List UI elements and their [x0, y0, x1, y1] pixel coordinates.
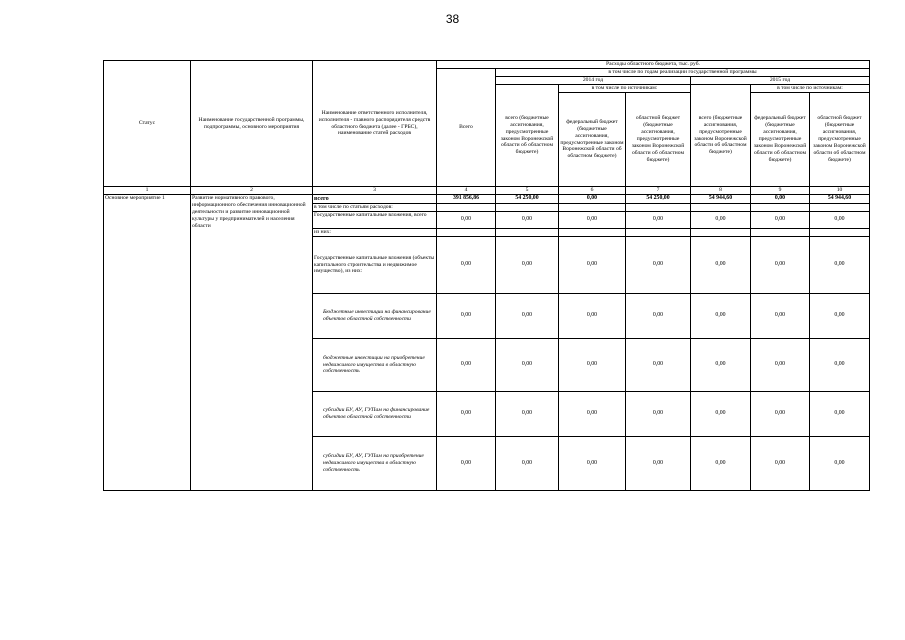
- column-number: 1: [104, 187, 191, 195]
- header-regional-2015: областной бюджет (бюджетные ассигнования, предусмотренные законом Воронежской области об областном бюджете): [810, 93, 870, 187]
- value-cell: 0,00: [626, 294, 691, 339]
- header-federal-2014: федеральный бюджет (бюджетные ассигнования, предусмотренные законом Воронежской области об областном бюджете): [559, 93, 626, 187]
- measure-name: Развитие нормативного правового, информационного обеспечения инновационной деятельности и развитие инновационной культуры у предпринимателей и населения области: [191, 195, 313, 491]
- header-total-budget-2014: всего (бюджетные ассигнования, предусмотренные законом Воронежской области об областном бюджете): [496, 85, 559, 187]
- value-cell: 0,00: [496, 237, 559, 294]
- value-cell: 0,00: [751, 392, 810, 437]
- header-executor: Наименование ответственного исполнителя, исполнителя - главного распорядителя средств областного бюджета (далее - ГРБС), наименование статей расходов: [313, 61, 437, 187]
- value-cell: 0,00: [626, 339, 691, 392]
- header-total: Всего: [437, 69, 496, 187]
- value-cell: 0,00: [496, 294, 559, 339]
- column-number: 10: [810, 187, 870, 195]
- value-cell: 0,00: [437, 437, 496, 491]
- value-cell: 54 944,60: [691, 195, 751, 204]
- column-number: 3: [313, 187, 437, 195]
- header-year-2014: 2014 год: [496, 77, 691, 85]
- column-number: 4: [437, 187, 496, 195]
- header-by-years: в том числе по годам реализации государственной программы: [496, 69, 870, 77]
- table-row: [104, 195, 870, 204]
- value-cell: 0,00: [559, 294, 626, 339]
- budget-table: [103, 60, 870, 491]
- header-program: Наименование государственной программы, подпрограммы, основного мероприятия: [191, 61, 313, 187]
- value-cell: 0,00: [691, 237, 751, 294]
- value-cell: 0,00: [751, 212, 810, 229]
- value-cell: 0,00: [810, 294, 870, 339]
- header-year-2015: 2015 год: [691, 77, 870, 85]
- header-federal-2015: федеральный бюджет (бюджетные ассигнования, предусмотренные законом Воронежской области об областном бюджете): [751, 93, 810, 187]
- value-cell: 0,00: [559, 212, 626, 229]
- value-cell: 0,00: [691, 212, 751, 229]
- value-cell: 0,00: [751, 237, 810, 294]
- row-label: из них:: [313, 229, 437, 237]
- column-number: 2: [191, 187, 313, 195]
- header-status: Статус: [104, 61, 191, 187]
- value-cell: 0,00: [559, 392, 626, 437]
- value-cell: 0,00: [691, 437, 751, 491]
- value-cell: 0,00: [559, 437, 626, 491]
- value-cell: 0,00: [559, 195, 626, 204]
- value-cell: 0,00: [437, 294, 496, 339]
- value-cell: 0,00: [810, 339, 870, 392]
- value-cell: 0,00: [751, 195, 810, 204]
- header-regional-2014: областной бюджет (бюджетные ассигнования, предусмотренные законом Воронежской области об областном бюджете): [626, 93, 691, 187]
- value-cell: 0,00: [810, 392, 870, 437]
- column-number: 5: [496, 187, 559, 195]
- value-cell: 0,00: [751, 294, 810, 339]
- value-cell: 0,00: [691, 392, 751, 437]
- value-cell: 391 856,86: [437, 195, 496, 204]
- column-number: 8: [691, 187, 751, 195]
- column-number-row: [104, 187, 870, 195]
- row-label: Государственные капитальные вложения (объекты капитального строительства и недвижимое имущество), из них:: [313, 237, 437, 294]
- header-expenses: Расходы областного бюджета, тыс. руб.: [437, 61, 870, 69]
- column-number: 7: [626, 187, 691, 195]
- value-cell: 0,00: [437, 392, 496, 437]
- header-by-sources-2014: в том числе по источникам:: [559, 85, 691, 93]
- value-cell: 54 944,60: [810, 195, 870, 204]
- value-cell: 0,00: [691, 339, 751, 392]
- row-label: в том числе по статьям расходов:: [313, 204, 437, 212]
- header-by-sources-2015: в том числе по источникам:: [751, 85, 870, 93]
- value-cell: 0,00: [559, 339, 626, 392]
- value-cell: 54 250,00: [496, 195, 559, 204]
- value-cell: 0,00: [559, 237, 626, 294]
- value-cell: 0,00: [626, 212, 691, 229]
- header-total-budget-2015: всего (бюджетные ассигнования, предусмотренные законом Воронежской области об областном бюджете): [691, 85, 751, 187]
- value-cell: 0,00: [496, 339, 559, 392]
- value-cell: 0,00: [437, 212, 496, 229]
- value-cell: 0,00: [496, 212, 559, 229]
- value-cell: 0,00: [437, 339, 496, 392]
- value-cell: 0,00: [810, 437, 870, 491]
- value-cell: 0,00: [496, 392, 559, 437]
- column-number: 6: [559, 187, 626, 195]
- value-cell: 0,00: [751, 339, 810, 392]
- value-cell: 54 250,00: [626, 195, 691, 204]
- value-cell: 0,00: [810, 212, 870, 229]
- row-label: всего: [313, 195, 437, 204]
- page-number: 38: [445, 12, 460, 26]
- row-label: субсидии БУ, АУ, ГУПам на финансирование объектов областной собственности: [313, 392, 437, 437]
- value-cell: 0,00: [496, 437, 559, 491]
- row-label: Бюджетные инвестиции на финансирование объектов областной собственности: [313, 294, 437, 339]
- value-cell: 0,00: [691, 294, 751, 339]
- value-cell: 0,00: [751, 437, 810, 491]
- measure-status: Основное мероприятие 1: [104, 195, 191, 491]
- row-label: субсидии БУ, АУ, ГУПам на приобретение недвижимого имущества в областную собственность: [313, 437, 437, 491]
- value-cell: 0,00: [626, 237, 691, 294]
- value-cell: 0,00: [626, 392, 691, 437]
- value-cell: 0,00: [626, 437, 691, 491]
- row-label: бюджетные инвестиции на приобретение недвижимого имущества в областную собственность: [313, 339, 437, 392]
- value-cell: 0,00: [437, 237, 496, 294]
- value-cell: 0,00: [810, 237, 870, 294]
- column-number: 9: [751, 187, 810, 195]
- row-label: Государственные капитальные вложения, всего: [313, 212, 437, 229]
